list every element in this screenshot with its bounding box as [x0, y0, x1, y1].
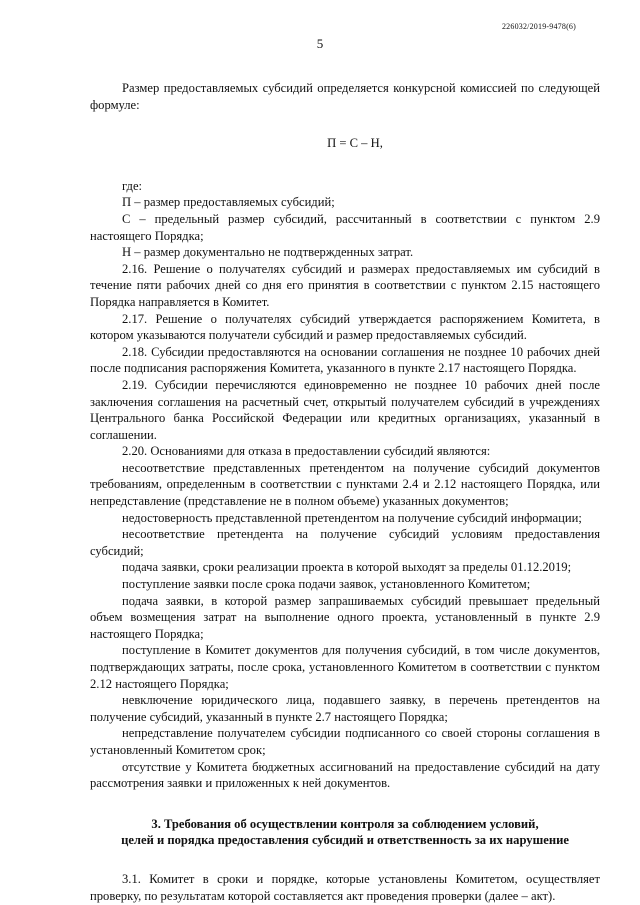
paragraph-2-19: 2.19. Субсидии перечисляются единовременно не позднее 10 рабочих дней после заключения соглашения на расчетный счет, открытый получателем субсидий в учреждениях Центрального банка Российской Федерации или кредитных организациях, указанный в соглашении. [90, 377, 600, 442]
paragraph-2-16: 2.16. Решение о получателях субсидий и размерах предоставляемых им субсидий в течение пяти рабочих дней со дня его принятия в соответствии с пунктом 2.15 настоящего Порядка направляется в Комитет. [90, 261, 600, 309]
refusal-reason: несоответствие претендента на получение субсидий условиям предоставления субсидий; [90, 527, 600, 558]
definition-n: Н – размер документально не подтвержденных затрат. [122, 245, 414, 260]
refusal-reason: подача заявки, в которой размер запрашиваемых субсидий превышает предельный объем возмещения затрат на выполнение одного проекта, установленный в пункте 2.9 настоящего Порядка; [90, 593, 600, 641]
refusal-reason: поступление в Комитет документов для получения субсидий, в том числе документов, подтверждающих затраты, после срока, установленного Комитетом в соответствии с пунктом 2.12 настоящего Порядка; [90, 643, 600, 691]
definition-c: С – предельный размер субсидий, рассчитанный в соответствии с пунктом 2.9 настоящего Порядка; [90, 211, 600, 243]
paragraph-2-20: 2.20. Основаниями для отказа в предоставлении субсидий являются: [122, 444, 491, 459]
page-number: 5 [316, 36, 324, 51]
refusal-reason: невключение юридического лица, подавшего заявку, в перечень претендентов на получение субсидий, указанный в пункте 2.7 настоящего Порядка; [90, 693, 600, 724]
document-body [90, 80, 600, 904]
definition-p: П – размер предоставляемых субсидий; [122, 195, 335, 210]
paragraph-2-17: 2.17. Решение о получателях субсидий утверждается распоряжением Комитета, в котором указываются получатели субсидий и размер предоставляемых субсидий. [90, 311, 600, 343]
section-3-heading-line-2: целей и порядка предоставления субсидий и ответственность за их нарушение [121, 833, 569, 848]
document-number: 226032/2019-9478(6) [501, 22, 576, 31]
paragraph-intro: Размер предоставляемых субсидий определяется конкурсной комиссией по следующей формуле: [90, 81, 600, 112]
refusal-reason: недостоверность представленной претендентом на получение субсидий информации; [122, 510, 582, 525]
section-3-heading-line-1: 3. Требования об осуществлении контроля за соблюдением условий, [151, 816, 539, 831]
formula: П = С – Н, [327, 136, 383, 151]
refusal-reason: непредставление получателем субсидии подписанного со своей стороны соглашения в установленный Комитетом срок; [90, 726, 600, 757]
refusal-reason: несоответствие представленных претендентом на получение субсидий документов требованиям, определенным в соответствии с пунктами 2.4 и 2.12 настоящего Порядка, или непредставление (представление не в полном объеме) указанных документов; [90, 460, 600, 509]
paragraph-where: где: [122, 178, 143, 193]
paragraph-2-18: 2.18. Субсидии предоставляются на основании соглашения не позднее 10 рабочих дней после подписания распоряжения Комитета, указанного в пункте 2.17 настоящего Порядка. [90, 344, 600, 376]
refusal-reason: отсутствие у Комитета бюджетных ассигнований на предоставление субсидий на дату рассмотрения заявки и приложенных к ней документов. [90, 759, 600, 791]
refusal-reason: поступление заявки после срока подачи заявок, установленного Комитетом; [122, 577, 531, 592]
refusal-reason: подача заявки, сроки реализации проекта в которой выходят за пределы 01.12.2019; [122, 560, 572, 575]
section-3-heading [90, 816, 600, 849]
paragraph-3-1: 3.1. Комитет в сроки и порядке, которые установлены Комитетом, осуществляет проверку, по результатам которой составляется акт проведения проверки (далее – акт). [90, 871, 600, 903]
